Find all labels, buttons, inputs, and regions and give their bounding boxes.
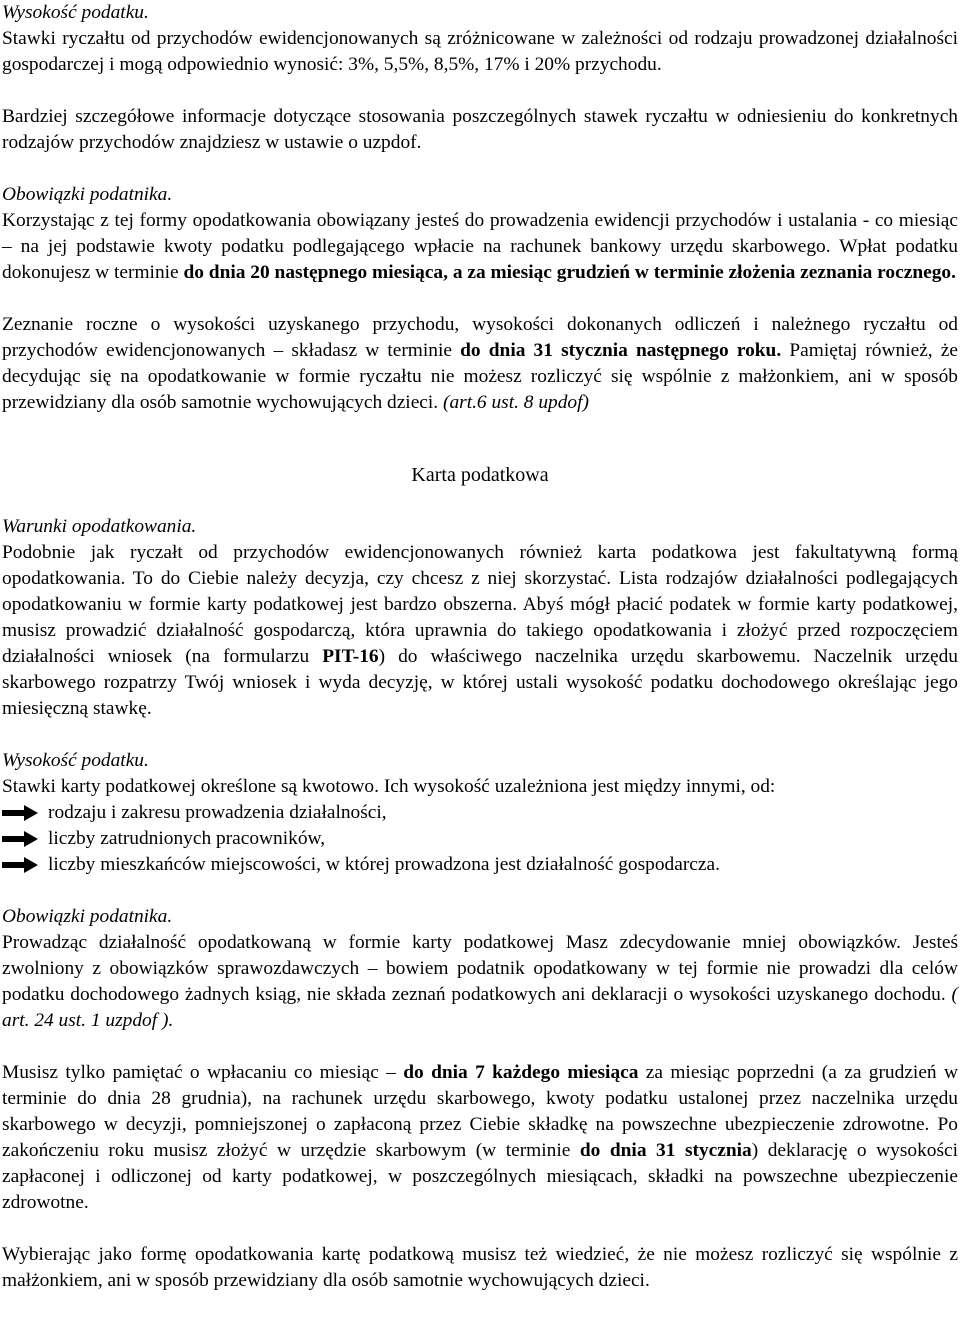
list-item-text: liczby mieszkańców miejscowości, w której prowadzona jest działalność gospodarcza.: [48, 854, 720, 875]
arrow-right-icon: [2, 831, 38, 847]
spacer: [2, 1034, 958, 1060]
paragraph-korzystajac: [2, 208, 958, 286]
spacer: [2, 878, 958, 904]
text-run: Korzystając z tej formy opodatkowania obowiązany jesteś do prowadzenia ewidencji przychodów i ustalania - co miesiąc – na jej podstawie kwoty podatku podlegającego wpłacie na rachunek bankowy urzędu skarbowego. Wpłat podatku dokonujesz w terminie: [2, 210, 958, 283]
text-run: Zeznanie roczne o wysokości uzyskanego przychodu, wysokości dokonanych odliczeń i należnego ryczałtu od przychodów ewidencjonowanych – składasz w terminie: [2, 314, 958, 361]
criteria-list: [2, 800, 958, 878]
heading-obowiazki-podatnika-1: Obowiązki podatnika.: [2, 184, 173, 205]
paragraph-szczegolowe-informacje: Bardziej szczegółowe informacje dotyczące stosowania poszczególnych stawek ryczałtu w odniesieniu do konkretnych rodzajów przychodów znajdziesz w ustawie o uzpdof.: [2, 106, 958, 153]
paragraph-zeznanie-roczne: [2, 312, 958, 416]
text-run: ) do właściwego naczelnika urzędu skarbowemu. Naczelnik urzędu skarbowego rozpatrzy Twój wniosek i wyda decyzję, w której ustali wysokość podatku dochodowego określając jego miesięczną stawkę.: [2, 646, 958, 719]
text-run: ) deklarację o wysokości zapłaconej i odliczonej od karty podatkowej, w poszczególnych miesiącach, składki na powszechne ubezpieczenie zdrowotne.: [2, 1140, 959, 1213]
paragraph-prowadzac-dzialalnosc: [2, 930, 958, 1034]
paragraph-stawki-karty: Stawki karty podatkowej określone są kwotowo. Ich wysokość uzależniona jest między innymi, od:: [2, 776, 776, 797]
arrow-right-icon: [2, 805, 38, 821]
section-title-karta-podatkowa: Karta podatkowa: [411, 464, 549, 486]
spacer: [2, 156, 958, 182]
list-item: [2, 800, 958, 826]
italic-legal-reference: (art.6 ust. 8 updof): [443, 392, 589, 413]
bold-deadline-31-stycznia: do dnia 31 stycznia następnego roku.: [460, 340, 782, 361]
text-run: Prowadząc działalność opodatkowaną w formie karty podatkowej Masz zdecydowanie mniej obowiązków. Jesteś zwolniony z obowiązków sprawozdawczych – bowiem podatnik opodatkowany w tej formie nie prowadzi dla celów podatku dochodowego żadnych ksiąg, nie składa zeznań podatkowych ani deklaracji o wysokości uzyskanego dochodu.: [2, 932, 958, 1005]
list-item: [2, 826, 958, 852]
paragraph-musisz-pamietac: [2, 1060, 958, 1216]
arrow-right-icon: [2, 857, 38, 873]
bold-deadline-7: do dnia 7 każdego miesiąca: [403, 1062, 639, 1083]
paragraph-stawki-ryczaltu: Stawki ryczałtu od przychodów ewidencjonowanych są zróżnicowane w zależności od rodzaju prowadzonej działalności gospodarczej i mogą odpowiednio wynosić: 3%, 5,5%, 8,5%, 17% i 20% przychodu.: [2, 28, 958, 75]
spacer: [2, 488, 958, 514]
text-run: Podobnie jak ryczałt od przychodów ewidencjonowanych również karta podatkowa jest fakultatywną formą opodatkowania. To do Ciebie należy decyzja, czy chcesz z niej skorzystać. Lista rodzajów działalności podlegających opodatkowaniu w formie karty podatkowej jest bardzo obszerna. Abyś mógł płacić podatek w formie karty podatkowej, musisz prowadzić działalność gospodarczą, która uprawnia do takiego opodatkowania i złożyć przed rozpoczęciem działalności wniosek (na formularzu: [2, 542, 958, 667]
spacer: [2, 416, 958, 442]
heading-wysokosc-podatku-1: Wysokość podatku.: [2, 2, 149, 23]
italic-legal-reference: ( art. 24 ust. 1 uzpdof ).: [2, 984, 958, 1031]
spacer: [2, 722, 958, 748]
spacer: [2, 286, 958, 312]
spacer: [2, 78, 958, 104]
list-item-text: rodzaju i zakresu prowadzenia działalności,: [48, 802, 387, 823]
bold-form-pit16: PIT-16: [322, 646, 379, 667]
heading-warunki-opodatkowania: Warunki opodatkowania.: [2, 516, 197, 537]
bold-deadline-20: do dnia 20 następnego miesiąca, a za miesiąc grudzień w terminie złożenia zeznania rocznego.: [183, 262, 956, 283]
heading-wysokosc-podatku-2: Wysokość podatku.: [2, 750, 149, 771]
heading-obowiazki-podatnika-2: Obowiązki podatnika.: [2, 906, 173, 927]
text-run: za miesiąc poprzedni (a za grudzień w terminie do dnia 28 grudnia), na rachunek urzędu skarbowego, kwoty podatku ustalonej przez naczelnika urzędu skarbowego w decyzji, pomniejszonej o zapłaconą przez Ciebie składkę na powszechne ubezpieczenie zdrowotne. Po zakończeniu roku musisz złożyć w urzędzie skarbowym (w terminie: [2, 1062, 958, 1161]
text-run: Pamiętaj również, że decydując się na opodatkowanie w formie ryczałtu nie możesz rozliczyć się wspólnie z małżonkiem, ani w sposób przewidziany dla osób samotnie wychowujących dzieci.: [2, 340, 959, 413]
paragraph-wybierajac-karte: Wybierając jako formę opodatkowania kartę podatkową musisz też wiedzieć, że nie możesz rozliczyć się wspólnie z małżonkiem, ani w sposób przewidziany dla osób samotnie wychowujących dzieci.: [2, 1244, 958, 1291]
list-item: [2, 852, 958, 878]
paragraph-podobnie-jak-ryczalt: [2, 540, 958, 722]
spacer: [2, 1216, 958, 1242]
spacer: [2, 442, 958, 462]
list-item-text: liczby zatrudnionych pracowników,: [48, 828, 326, 849]
text-run: Musisz tylko pamiętać o wpłacaniu co miesiąc –: [2, 1062, 404, 1083]
bold-deadline-31-stycznia: do dnia 31 stycznia: [579, 1140, 752, 1161]
